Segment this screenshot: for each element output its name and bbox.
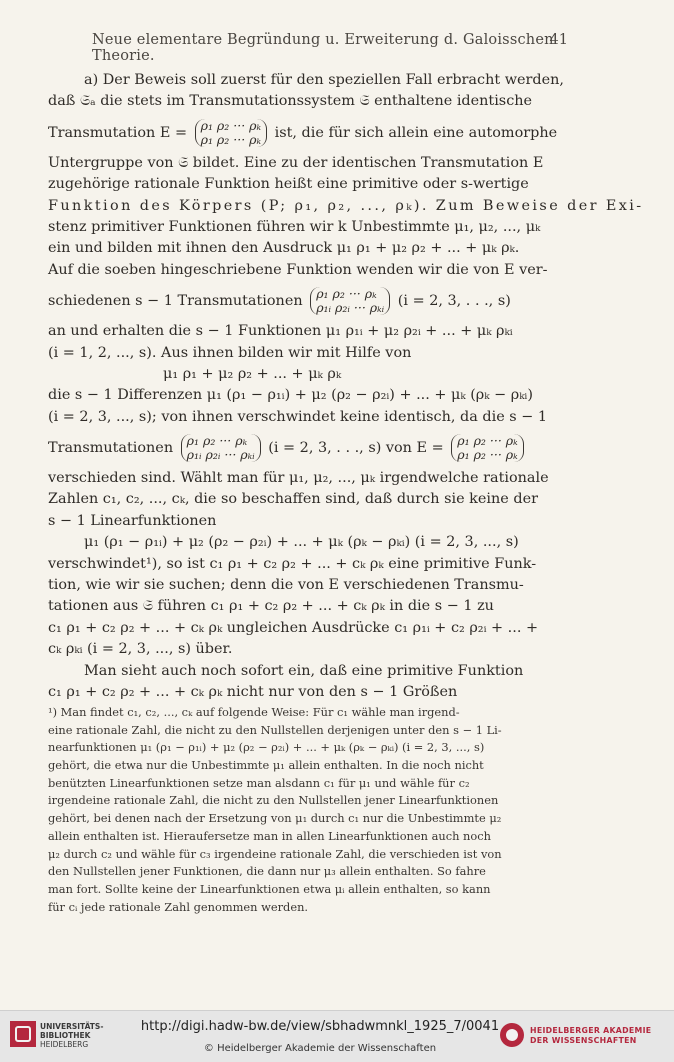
copyright-notice: © Heidelberger Akademie der Wissenschaften [203, 1043, 437, 1054]
text-line: μ₁ ρ₁ + μ₂ ρ₂ + ... + μₖ ρₖ [163, 365, 342, 382]
text-line: an und erhalten die s − 1 Funktionen μ₁ ρ₁ᵢ + μ₂ ρ₂ᵢ + ... + μₖ ρₖᵢ [48, 323, 513, 340]
text-line: daß 𝔖ₐ die stets im Transmutationssystem 𝔖 enthaltene identische [48, 93, 533, 110]
uni-label-line-1: UNIVERSITÄTS- [40, 1022, 104, 1031]
text-line: Funktion des Körpers (P; ρ₁, ρ₂, ..., ρₖ). Zum Beweise der Exi- [48, 197, 644, 214]
text-line: cₖ ρₖᵢ (i = 2, 3, ..., s) über. [48, 641, 233, 658]
transmutation-matrix: ρ₁ ρ₂ ··· ρₖ ρ₁ᵢ ρ₂ᵢ ··· ρₖᵢ [310, 287, 390, 315]
footnote-line: nearfunktionen μ₁ (ρ₁ − ρ₁ᵢ) + μ₂ (ρ₂ − ρ₂ᵢ) + ... + μₖ (ρₖ − ρₖᵢ) (i = 2, 3, ..., s) [48, 740, 485, 755]
text-line: tion, wie wir sie suchen; denn die von E verschiedenen Transmu- [48, 577, 524, 594]
footnote-line: für cᵢ jede rationale Zahl genommen werden. [48, 899, 309, 914]
university-library-label[interactable] [40, 1022, 103, 1049]
text-line: verschieden sind. Wählt man für μ₁, μ₂, ..., μₖ irgendwelche rationale [48, 470, 549, 487]
footnote-line: irgendeine rationale Zahl, die nicht zu den Nullstellen jener Linearfunktionen [48, 793, 499, 808]
academy-label[interactable] [530, 1026, 651, 1046]
uni-label-line-2: BIBLIOTHEK [40, 1031, 91, 1040]
text-line: stenz primitiver Funktionen führen wir k Unbestimmte μ₁, μ₂, ..., μₖ [48, 218, 541, 235]
text-line: die s − 1 Differenzen μ₁ (ρ₁ − ρ₁ᵢ) + μ₂ (ρ₂ − ρ₂ᵢ) + ... + μₖ (ρₖ − ρₖᵢ) [48, 387, 533, 404]
running-title: Neue elementare Begründung u. Erweiterung d. Galoisschen Theorie. [92, 32, 554, 64]
transmutation-matrix: ρ₁ ρ₂ ··· ρₖ ρ₁ ρ₂ ··· ρₖ [195, 119, 267, 147]
text-line: schiedenen s − 1 Transmutationen ρ₁ ρ₂ ··· ρₖ ρ₁ᵢ ρ₂ᵢ ··· ρₖᵢ (i = 2, 3, . . ., s) [48, 286, 511, 316]
text-line: zugehörige rationale Funktion heißt eine primitive oder s-wertige [48, 176, 529, 193]
footnote-line: benützten Linearfunktionen setze man alsdann c₁ für μ₁ und wähle für c₂ [48, 775, 470, 790]
footnote-line: allein enthalten ist. Hieraufersetze man in allen Linearfunktionen auch noch [48, 828, 491, 843]
academy-logo-icon[interactable] [500, 1023, 524, 1047]
footnote-line: man fort. Sollte keine der Linearfunktionen etwa μᵢ allein enthalten, so kann [48, 881, 491, 896]
footnote-line: μ₂ durch c₂ und wähle für c₃ irgendeine rationale Zahl, die verschieden ist von [48, 846, 502, 861]
text-line: Transmutation E = ρ₁ ρ₂ ··· ρₖ ρ₁ ρ₂ ··· ρₖ ist, die für sich allein eine automorphe [48, 117, 558, 147]
transmutation-matrix: ρ₁ ρ₂ ··· ρₖ ρ₁ᵢ ρ₂ᵢ ··· ρₖᵢ [181, 434, 261, 462]
text-line: (i = 1, 2, ..., s). Aus ihnen bilden wir mit Hilfe von [48, 344, 412, 361]
text-line: μ₁ (ρ₁ − ρ₁ᵢ) + μ₂ (ρ₂ − ρ₂ᵢ) + ... + μₖ (ρₖ − ρₖᵢ) (i = 2, 3, ..., s) [84, 534, 519, 551]
text-line: verschwindet¹), so ist c₁ ρ₁ + c₂ ρ₂ + ... + cₖ ρₖ eine primitive Funk- [48, 555, 537, 572]
footnote [48, 704, 568, 916]
text-line: Man sieht auch noch sofort ein, daß eine primitive Funktion [84, 662, 524, 679]
identity-matrix: ρ₁ ρ₂ ··· ρₖ ρ₁ ρ₂ ··· ρₖ [451, 434, 523, 462]
page-number: 41 [549, 32, 568, 48]
text-line: c₁ ρ₁ + c₂ ρ₂ + ... + cₖ ρₖ nicht nur von den s − 1 Größen [48, 683, 458, 700]
text-line: Transmutationen ρ₁ ρ₂ ··· ρₖ ρ₁ᵢ ρ₂ᵢ ··· ρₖᵢ (i = 2, 3, . . ., s) von E = ρ₁ ρ₂ ··· ρₖ ρ₁ ρ₂ ··· ρₖ [48, 428, 568, 468]
footnote-line: den Nullstellen jener Funktionen, die dann nur μ₃ allein enthalten. So fahre [48, 864, 486, 879]
text-line: tationen aus 𝔖 führen c₁ ρ₁ + c₂ ρ₂ + ... + cₖ ρₖ in die s − 1 zu [48, 598, 494, 615]
footnote-line: gehört, bei denen nach der Ersetzung von μ₁ durch c₁ nur die Unbestimmte μ₂ [48, 811, 502, 826]
footnote-line: ¹) Man findet c₁, c₂, ..., cₖ auf folgende Weise: Für c₁ wähle man irgend- [48, 705, 460, 719]
text-line: Untergruppe von 𝔖 bildet. Eine zu der identischen Transmutation E [48, 154, 544, 171]
text-line: (i = 2, 3, ..., s); von ihnen verschwindet keine identisch, da die s − 1 [48, 408, 548, 425]
running-header [92, 32, 568, 64]
permalink-url[interactable]: http://digi.hadw-bw.de/view/sbhadwmnkl_1925_7/0041 [140, 1019, 500, 1034]
footnote-line: gehört, die etwa nur die Unbestimmte μ₁ allein enthalten. In die noch nicht [48, 758, 484, 773]
text-line: Auf die soeben hingeschriebene Funktion wenden wir die von E ver- [48, 261, 548, 278]
text-line: ein und bilden mit ihnen den Ausdruck μ₁ ρ₁ + μ₂ ρ₂ + ... + μₖ ρₖ. [48, 240, 520, 257]
text-line: s − 1 Linearfunktionen [48, 512, 217, 529]
university-library-logo-icon[interactable] [10, 1021, 36, 1047]
text-line: Zahlen c₁, c₂, ..., cₖ, die so beschaffen sind, daß durch sie keine der [48, 491, 538, 508]
text-line: c₁ ρ₁ + c₂ ρ₂ + ... + cₖ ρₖ ungleichen Ausdrücke c₁ ρ₁ᵢ + c₂ ρ₂ᵢ + ... + [48, 619, 539, 636]
viewer-footer-bar [0, 1010, 674, 1062]
uni-label-line-3: HEIDELBERG [40, 1040, 89, 1049]
footnote-line: eine rationale Zahl, die nicht zu den Nullstellen derjenigen unter den s − 1 Li- [48, 722, 502, 737]
main-text [48, 70, 644, 703]
academy-label-line-1: HEIDELBERGER AKADEMIE [530, 1026, 652, 1035]
text-line: a) Der Beweis soll zuerst für den speziellen Fall erbracht werden, [84, 72, 564, 88]
academy-label-line-2: DER WISSENSCHAFTEN [530, 1036, 637, 1045]
